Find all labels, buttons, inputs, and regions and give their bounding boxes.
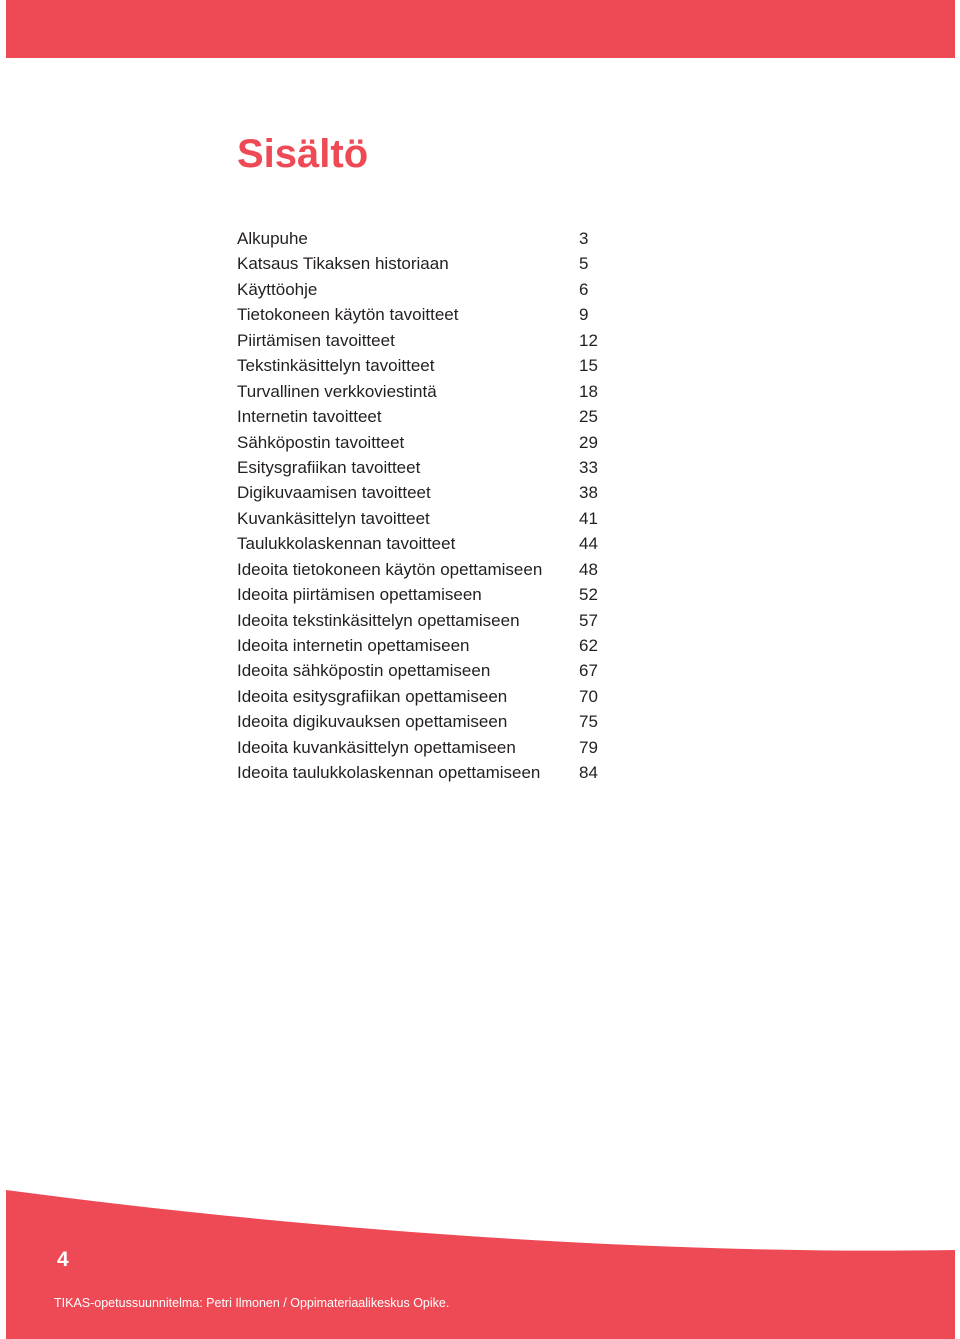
toc-entry-page-number: 41 (579, 508, 598, 528)
toc-entry (237, 455, 601, 480)
toc-entry-label: Digikuvaamisen tavoitteet (237, 483, 431, 503)
toc-entry-label: Internetin tavoitteet (237, 407, 382, 427)
top-color-band (6, 0, 955, 58)
toc-entry (237, 658, 601, 683)
toc-entry (237, 277, 601, 302)
toc-entry-page-number: 6 (579, 279, 589, 299)
toc-entry (237, 735, 601, 760)
toc-entry-label: Ideoita sähköpostin opettamiseen (237, 661, 491, 681)
toc-entry-page-number: 25 (579, 407, 598, 427)
toc-entry (237, 760, 601, 785)
toc-entry-page-number: 48 (579, 559, 598, 579)
toc-entry (237, 480, 601, 505)
toc-entry (237, 353, 601, 378)
toc-entry-label: Käyttöohje (237, 279, 318, 299)
toc-entry (237, 557, 601, 582)
toc-entry-page-number: 84 (579, 763, 598, 783)
toc-entry-label: Ideoita tietokoneen käytön opettamiseen (237, 559, 543, 579)
toc-entry-label: Taulukkolaskennan tavoitteet (237, 534, 456, 554)
toc-entry (237, 633, 601, 658)
toc-entry (237, 506, 601, 531)
toc-entry-label: Turvallinen verkkoviestintä (237, 381, 437, 401)
toc-entry-page-number: 67 (579, 661, 598, 681)
toc-entry-label: Katsaus Tikaksen historiaan (237, 254, 449, 274)
toc-entry-page-number: 18 (579, 381, 598, 401)
toc-entry-label: Tietokoneen käytön tavoitteet (237, 305, 459, 325)
toc-entry-label: Ideoita taulukkolaskennan opettamiseen (237, 763, 541, 783)
toc-entry-label: Ideoita tekstinkäsittelyn opettamiseen (237, 610, 520, 630)
toc-entry-label: Piirtämisen tavoitteet (237, 330, 395, 350)
toc-entry (237, 430, 601, 455)
page-title: Sisältö (237, 132, 369, 176)
toc-entry-label: Ideoita piirtämisen opettamiseen (237, 585, 482, 605)
toc-entry-page-number: 9 (579, 305, 589, 325)
toc-entry (237, 582, 601, 607)
toc-entry-page-number: 38 (579, 483, 598, 503)
toc-entry-page-number: 57 (579, 610, 598, 630)
toc-entry-page-number: 29 (579, 432, 598, 452)
toc-entry-page-number: 3 (579, 229, 589, 248)
toc-entry (237, 328, 601, 353)
toc-entry (237, 709, 601, 734)
toc-entry (237, 608, 601, 633)
toc-entry-page-number: 33 (579, 457, 598, 477)
toc-entry-page-number: 12 (579, 330, 598, 350)
toc-entry-label: Ideoita internetin opettamiseen (237, 636, 470, 655)
toc-entry-label: Alkupuhe (237, 229, 308, 248)
toc-entry-label: Ideoita esitysgrafiikan opettamiseen (237, 686, 508, 706)
toc-entry-page-number: 70 (579, 686, 598, 706)
toc-entry (237, 379, 601, 404)
bottom-color-band (6, 1190, 955, 1339)
toc-entry (237, 302, 601, 327)
footer-credit: TIKAS-opetussuunnitelma: Petri Ilmonen / Oppimateriaalikeskus Opike. (54, 1296, 450, 1310)
toc-entry-label: Ideoita kuvankäsittelyn opettamiseen (237, 737, 516, 757)
toc-entry-page-number: 44 (579, 534, 598, 554)
toc-entry-label: Kuvankäsittelyn tavoitteet (237, 508, 430, 528)
toc-entry-page-number: 62 (579, 636, 598, 655)
table-of-contents (237, 226, 601, 786)
toc-entry-label: Sähköpostin tavoitteet (237, 432, 405, 452)
toc-entry-page-number: 15 (579, 356, 598, 376)
toc-entry-label: Ideoita digikuvauksen opettamiseen (237, 712, 508, 732)
toc-entry (237, 251, 601, 276)
toc-entry-label: Esitysgrafiikan tavoitteet (237, 457, 421, 477)
toc-entry-page-number: 79 (579, 737, 598, 757)
toc-entry (237, 226, 601, 251)
toc-entry-page-number: 52 (579, 585, 598, 605)
toc-entry (237, 531, 601, 556)
toc-entry (237, 404, 601, 429)
toc-entry (237, 684, 601, 709)
page-number: 4 (57, 1248, 69, 1271)
toc-entry-page-number: 5 (579, 254, 589, 274)
toc-entry-label: Tekstinkäsittelyn tavoitteet (237, 356, 435, 376)
toc-entry-page-number: 75 (579, 712, 598, 732)
